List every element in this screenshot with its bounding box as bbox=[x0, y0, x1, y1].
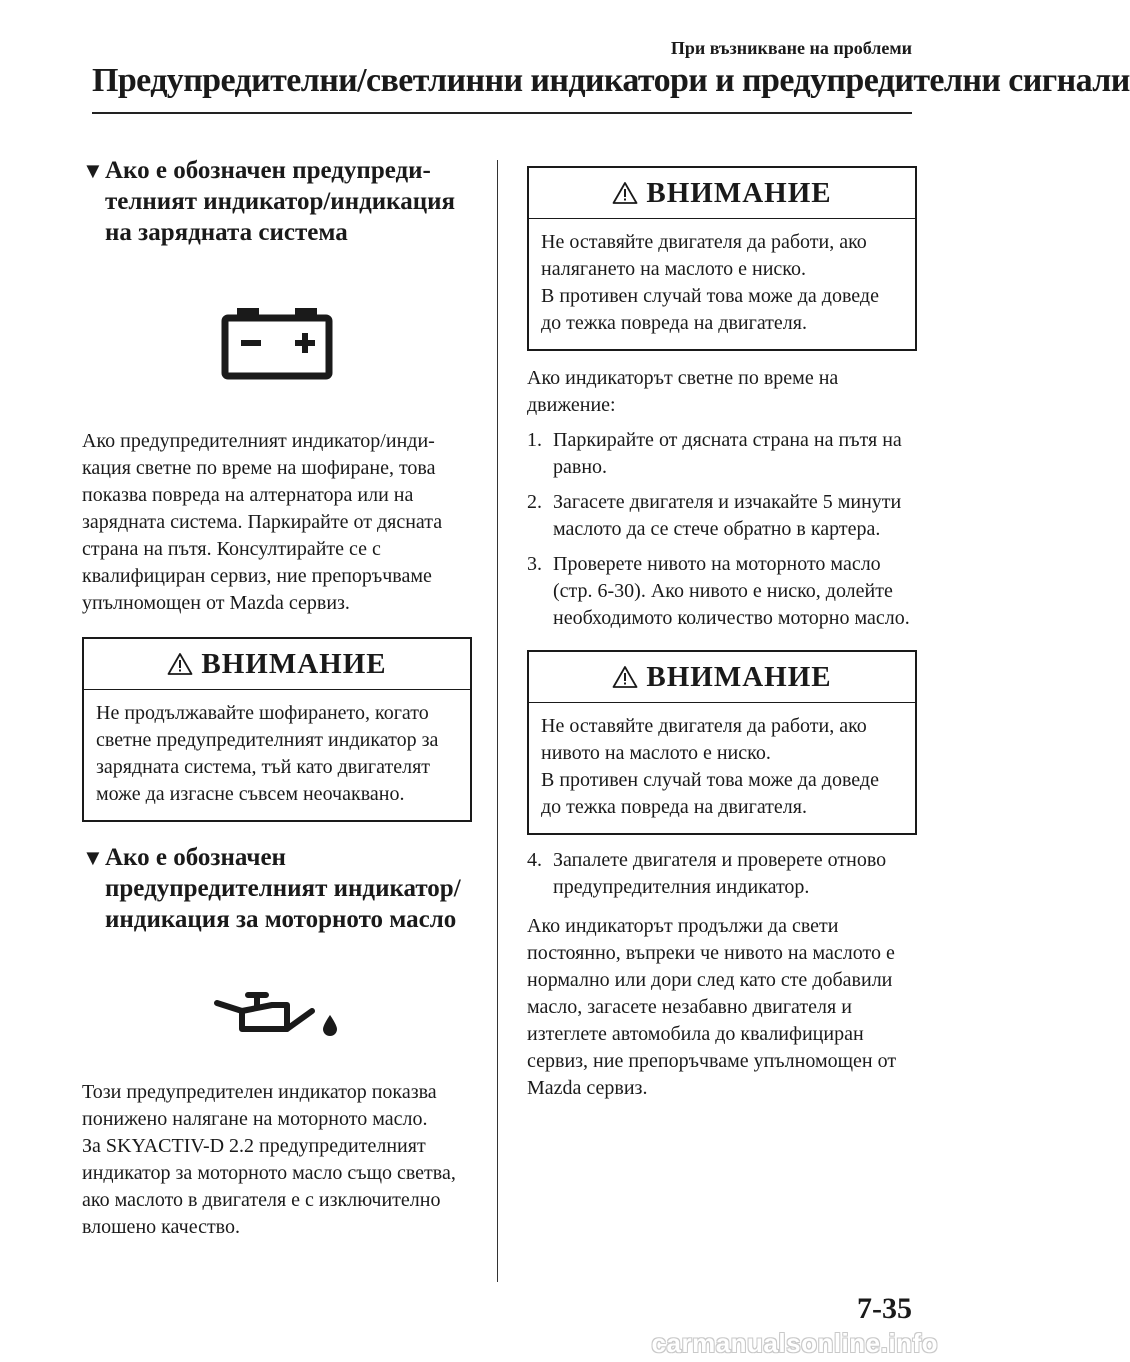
charging-caution-box bbox=[82, 637, 472, 822]
oil-pressure-caution-title: ВНИМАНИЕ bbox=[646, 176, 832, 209]
step-number: 4. bbox=[527, 849, 542, 871]
step-text: Загасете двигателя и изчакайте 5 минути маслото да се стече обратно в картера. bbox=[553, 491, 902, 540]
step-3 bbox=[527, 551, 917, 632]
step-number: 1. bbox=[527, 429, 542, 451]
warning-triangle-icon bbox=[167, 652, 193, 676]
step-number: 3. bbox=[527, 553, 542, 575]
oil-pressure-caution-line1: Не оставяйте двигателя да работи, ако налягането на маслото е ниско. bbox=[541, 231, 867, 280]
triangle-marker-icon: ▼ bbox=[82, 158, 104, 183]
step-text: Паркирайте от дясната страна на пътя на равно. bbox=[553, 429, 902, 478]
step-2 bbox=[527, 489, 917, 543]
oil-level-caution-header bbox=[529, 652, 915, 703]
charging-caution-title: ВНИМАНИЕ bbox=[201, 647, 387, 680]
charging-heading bbox=[82, 155, 472, 248]
oil-body-line2: За SKYACTIV-D 2.2 предупредителният индикатор за моторното масло също светва, ако маслото в двигателя е с изключително влошено качество. bbox=[82, 1135, 456, 1238]
driving-intro: Ако индикаторът светне по време на движение: bbox=[527, 367, 839, 416]
charging-heading-text: Ако е обозначен предупредителният индикатор/индикация на зарядната система bbox=[105, 157, 456, 246]
oil-body bbox=[82, 1079, 472, 1241]
charging-caution-header bbox=[84, 639, 470, 690]
charging-caution-text: Не продължавайте шофирането, когато светне предупредителният индикатор за зарядната система, тъй като двигателят може да изгасне съвсем неочаквано. bbox=[96, 702, 439, 805]
left-column bbox=[82, 155, 472, 1241]
warning-triangle-icon bbox=[612, 665, 638, 689]
chapter-title: Предупредителни/светлинни индикатори и предупредителни сигнали bbox=[92, 62, 1130, 99]
warning-triangle-icon bbox=[612, 181, 638, 205]
oil-heading bbox=[82, 842, 472, 935]
watermark: carmanualsonline.info bbox=[651, 1328, 938, 1358]
section-label: При възникване на проблеми bbox=[670, 38, 912, 58]
page-number: 7-35 bbox=[857, 1292, 912, 1325]
header-rule bbox=[92, 112, 912, 114]
oil-level-caution-text bbox=[529, 703, 915, 833]
step-number: 2. bbox=[527, 491, 542, 513]
oil-pressure-caution-line2: В противен случай това може да доведе до тежка повреда на двигателя. bbox=[541, 285, 879, 334]
step-text: Запалете двигателя и проверете отново предупредителния индикатор. bbox=[553, 849, 887, 898]
right-column bbox=[527, 166, 917, 1102]
step-text: Проверете нивото на моторното масло (стр. 6-30). Ако нивото е ниско, долейте необходимото количество моторно масло. bbox=[553, 553, 910, 629]
closing-paragraph: Ако индикаторът продължи да свети постоянно, въпреки че нивото на маслото е нормално или дори след като сте добавили масло, загасете незабавно двигателя и изтеглете автомобила до квалифициран сервиз, ние препоръчваме упълномощен от Mazda сервиз. bbox=[527, 915, 897, 1099]
oil-pressure-caution-header bbox=[529, 168, 915, 219]
step-1 bbox=[527, 427, 917, 481]
battery-icon bbox=[221, 308, 333, 380]
step-4 bbox=[527, 847, 917, 901]
oil-icon-wrap bbox=[82, 991, 472, 1039]
battery-icon-wrap bbox=[82, 308, 472, 380]
column-divider bbox=[497, 160, 498, 1282]
oil-body-line1: Този предупредителен индикатор показва понижено налягане на моторното масло. bbox=[82, 1081, 437, 1130]
oil-pressure-caution-text bbox=[529, 219, 915, 349]
oil-level-caution-line2: В противен случай това може да доведе до тежка повреда на двигателя. bbox=[541, 769, 879, 818]
oil-pressure-caution-box bbox=[527, 166, 917, 351]
oil-level-caution-title: ВНИМАНИЕ bbox=[646, 660, 832, 693]
oil-level-caution-box bbox=[527, 650, 917, 835]
oil-level-caution-line1: Не оставяйте двигателя да работи, ако нивото на маслото е ниско. bbox=[541, 715, 867, 764]
oil-can-icon bbox=[212, 991, 342, 1039]
oil-heading-text: Ако е обозначен предупредителният индикатор/ индикация за моторното масло bbox=[105, 844, 461, 933]
triangle-marker-icon: ▼ bbox=[82, 845, 104, 870]
charging-body: Ако предупредителният индикатор/индикация светне по време на шофиране, това показва повреда на алтернатора или на зарядната система. Паркирайте от дясната страна на пътя. Консултирайте се с квалифициран сервиз, ние препоръчваме упълномощен от Mazda сервиз. bbox=[82, 430, 443, 614]
